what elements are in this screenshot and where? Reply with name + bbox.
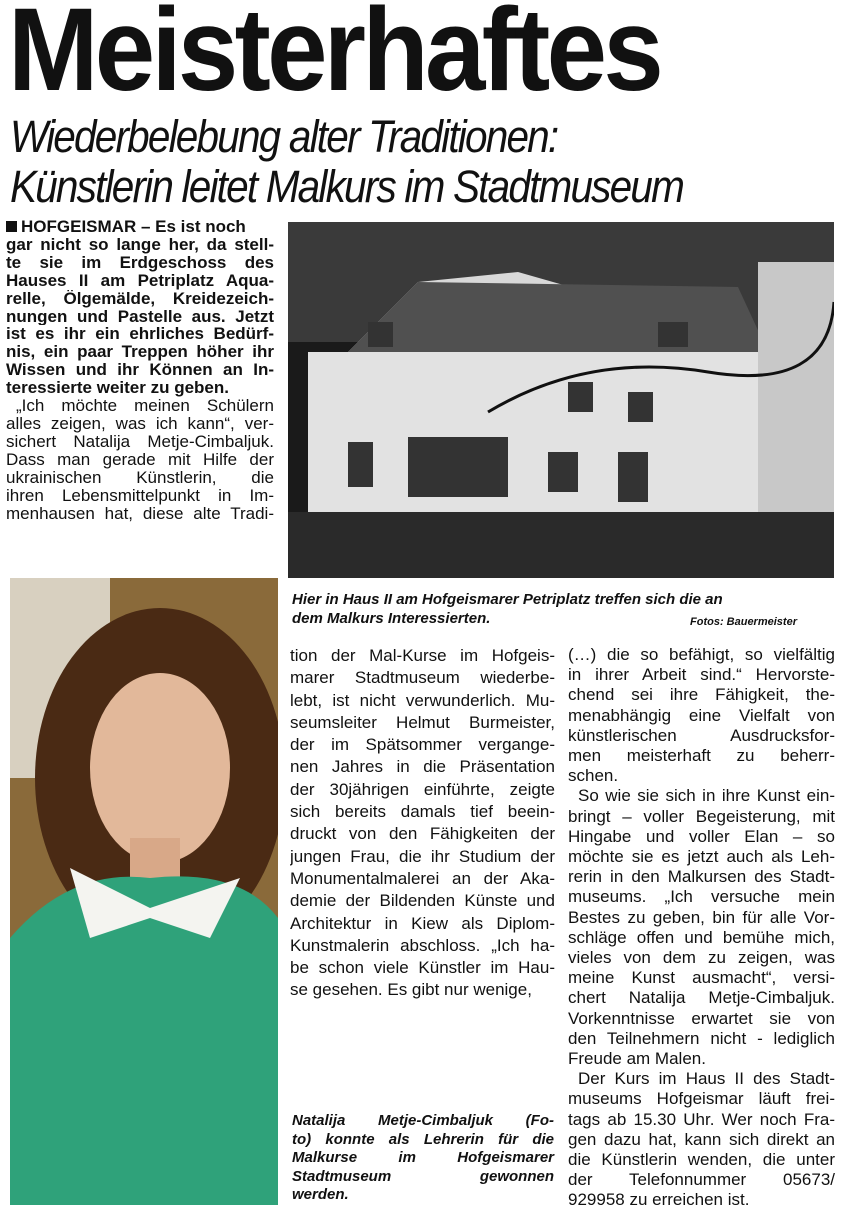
photo-credit: Fotos: Bauermeister: [690, 616, 797, 628]
body-line: der Telefonnummer 05673/: [568, 1170, 835, 1190]
body-line: gen dazu hat, kann sich direkt an: [568, 1129, 835, 1149]
subtitle-line-2: Künstlerin leitet Malkurs im Stadtmuseum: [10, 161, 684, 212]
body-line: be schon viele Künstler im Hau-: [290, 958, 555, 978]
body-line: vieles von dem zu zeigen, was: [568, 948, 835, 968]
article-column-2: [290, 645, 555, 1002]
portrait-caption: [292, 1112, 554, 1205]
body-line: (…) die so befähigt, so vielfältig: [568, 645, 835, 664]
body-line: chend sei ihre Fähigkeit, the-: [568, 685, 835, 705]
body-line: in ihrer Arbeit sind.“ Hervorste-: [568, 665, 835, 685]
body-line: Freude am Malen.: [568, 1049, 706, 1069]
body-line: den Teilnehmern nicht - lediglich: [568, 1028, 835, 1048]
body-line: schen.: [568, 766, 619, 786]
body-line: tion der Mal-Kurse im Hofgeis-: [290, 646, 555, 665]
body-line: lebt, ist nicht verwunderlich. Mu-: [290, 690, 555, 710]
body-line: museums Hofgeismar läuft frei-: [568, 1089, 835, 1109]
body-line: alles zeigen, was ich kann“, ver-: [6, 414, 274, 433]
body-line: sich bereits damals tief beein-: [290, 802, 555, 822]
body-line: demie der Bildenden Künste und: [290, 891, 555, 911]
bullet-square-icon: [6, 221, 17, 232]
body-line: die Künstlerin wenden, die unter: [568, 1150, 835, 1170]
body-line: Bestes zu geben, bin für alle Vor-: [568, 907, 835, 927]
lead-line: nungen und Pastelle aus. Jetzt: [6, 307, 274, 326]
body-line: Vorkenntnisse erwartet sie von: [568, 1008, 835, 1028]
portrait-caption-line: Malkurse im Hofgeismarer: [292, 1149, 554, 1166]
body-line: schläge offen und bemühe mich,: [568, 927, 835, 947]
dateline-text: HOFGEISMAR – Es ist noch: [21, 218, 246, 236]
body-line: jungen Frau, die ihr Studium der: [290, 846, 555, 866]
body-line: seumsleiter Helmut Burmeister,: [290, 712, 555, 732]
lead-line: nis, ein paar Treppen höher ihr: [6, 343, 274, 362]
body-line: ukrainischen Künstlerin, die: [6, 468, 274, 487]
portrait-caption-line: to) konnte als Lehrerin für die: [292, 1130, 554, 1148]
body-line: Dass man gerade mit Hilfe der: [6, 450, 274, 469]
body-line: So wie sie sich in ihre Kunst ein-: [578, 786, 835, 806]
headline: Meisterhaftes: [8, 0, 661, 116]
article-column-1: [6, 218, 274, 522]
lead-line: te sie im Erdgeschoss des: [6, 253, 274, 272]
article-column-3: [568, 645, 835, 1211]
portrait-caption-line: Stadtmuseum gewonnen: [292, 1167, 554, 1185]
body-line: der im Spätsommer vergange-: [290, 735, 555, 755]
body-line: ihren Lebensmittelpunkt in Im-: [6, 486, 274, 505]
body-line: möchte sie es jetzt auch als Leh-: [568, 847, 835, 867]
lead-line: Hauses II am Petriplatz Aqua-: [6, 271, 274, 290]
portrait-caption-line: werden.: [292, 1186, 349, 1203]
body-line: der 30jährigen einführte, zeigte: [290, 779, 555, 799]
body-line: bringt – voller Begeisterung, mit: [568, 806, 835, 826]
lead-line: Wissen und ihr Können an In-: [6, 361, 274, 380]
body-line: menhausen hat, diese alte Tradi-: [6, 504, 274, 523]
lead-line: gar nicht so lange her, da stell-: [6, 235, 274, 254]
body-line: men meisterhaft zu beherr-: [568, 746, 835, 766]
lead-line: ist es ihr ein ehrliches Bedürf-: [6, 325, 274, 344]
photo-caption-line: dem Malkurs Interessierten.: [292, 610, 491, 627]
body-line: chert Natalija Metje-Cimbaljuk.: [568, 988, 835, 1008]
body-line: Der Kurs im Haus II des Stadt-: [578, 1069, 835, 1089]
body-line: Hingabe und voller Elan – so: [568, 826, 835, 846]
body-line: künstlerischen Ausdrucksfor-: [568, 725, 835, 745]
body-line: Kunstmalerin abschloss. „Ich ha-: [290, 935, 555, 955]
body-line: „Ich möchte meinen Schülern: [16, 397, 274, 415]
body-line: marer Stadtmuseum wiederbe-: [290, 668, 555, 688]
lead-line: relle, Ölgemälde, Kreidezeich-: [6, 289, 274, 308]
body-line: tags ab 15.30 Uhr. Wer noch Fra-: [568, 1109, 835, 1129]
body-line: menabhängig eine Vielfalt von: [568, 705, 835, 725]
body-line: 929958 zu erreichen ist.: [568, 1190, 750, 1210]
body-line: Monumentalmalerei an der Aka-: [290, 868, 555, 888]
lead-line: [6, 218, 274, 236]
body-line: se gesehen. Es gibt nur wenige,: [290, 980, 532, 1000]
subtitle-line-1: Wiederbelebung alter Traditionen:: [10, 111, 558, 162]
portrait-caption-line: Natalija Metje-Cimbaljuk (Fo-: [292, 1112, 554, 1129]
body-line: rerin in den Malkursen des Stadt-: [568, 867, 835, 887]
portrait-photo: [10, 578, 278, 1205]
body-line: Architektur in Kiew als Diplom-: [290, 913, 555, 933]
body-line: nen Jahres in die Präsentation: [290, 757, 555, 777]
body-line: museums. „Ich versuche mein: [568, 887, 835, 907]
body-line: druckt von den Fähigkeiten der: [290, 824, 555, 844]
photo-caption-line: Hier in Haus II am Hofgeismarer Petriplatz treffen sich die an: [292, 591, 723, 608]
body-line: meine Kunst ausmacht“, versi-: [568, 968, 835, 988]
house-photo: [288, 222, 834, 578]
body-line: sichert Natalija Metje-Cimbaljuk.: [6, 432, 274, 451]
lead-line: teressierte weiter zu geben.: [6, 379, 229, 398]
